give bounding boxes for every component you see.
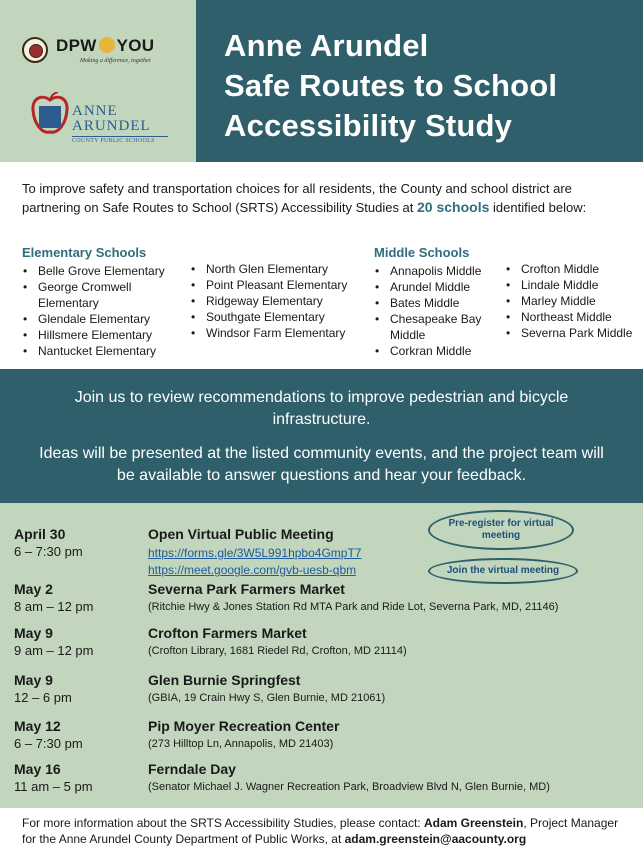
event-location: (Crofton Library, 1681 Riedel Rd, Crofton, MD 21114) [148, 645, 407, 657]
invitation-band [0, 369, 643, 503]
footer-text-before: For more information about the SRTS Accessibility Studies, please contact: [22, 816, 424, 830]
list-item: • Hillsmere Elementary [22, 327, 192, 343]
dpw-logo-left: DPW [56, 36, 97, 55]
list-item: • Nantucket Elementary [22, 343, 192, 359]
ampersand-icon [99, 37, 115, 53]
event-location: (Ritchie Hwy & Jones Station Rd MTA Park and Ride Lot, Severna Park, MD, 21146) [148, 601, 559, 613]
list-item: • Severna Park Middle [505, 325, 635, 341]
invitation-line-1: Join us to review recommendations to improve pedestrian and bicycle infrastructure. [74, 389, 569, 428]
list-item: • Bates Middle [374, 295, 504, 311]
contact-email[interactable]: adam.greenstein@aacounty.org [344, 832, 527, 846]
elementary-list-continued [190, 261, 370, 341]
meet-link[interactable]: https://meet.google.com/gvb-uesb-qbm [148, 563, 357, 577]
event-date: May 9 [14, 672, 53, 688]
event-location: (Senator Michael J. Wagner Recreation Park, Broadview Blvd N, Glen Burnie, MD) [148, 781, 550, 793]
event-date: May 16 [14, 761, 61, 777]
dpw-tagline: Making a difference, together [80, 58, 152, 64]
list-item: • George Cromwell Elementary [22, 279, 192, 311]
event-time: 6 – 7:30 pm [14, 736, 83, 751]
aacps-subtitle: COUNTY PUBLIC SCHOOLS [72, 136, 168, 144]
elementary-list [22, 263, 192, 359]
list-item: • Ridgeway Elementary [190, 293, 370, 309]
page-title-line-3: Accessibility Study [224, 108, 513, 143]
middle-list-col-1 [374, 245, 504, 359]
header [0, 0, 643, 162]
page-title-line-2: Safe Routes to School [224, 68, 558, 103]
aacps-line2: ARUNDEL [72, 118, 151, 134]
event-location: (GBIA, 19 Crain Hwy S, Glen Burnie, MD 21061) [148, 692, 386, 704]
logo-panel [0, 0, 196, 162]
apple-logo-icon [30, 92, 70, 138]
aacps-line1: ANNE [72, 103, 118, 119]
list-item: • Chesapeake Bay Middle [374, 311, 504, 343]
list-item: • North Glen Elementary [190, 261, 370, 277]
event-time: 12 – 6 pm [14, 690, 72, 705]
list-item: • Arundel Middle [374, 279, 504, 295]
dpw-logo-right: YOU [116, 36, 155, 55]
middle-list-col-2 [505, 261, 635, 341]
intro-text-after: identified below: [489, 200, 587, 215]
event-time: 8 am – 12 pm [14, 599, 94, 614]
title-panel [196, 0, 643, 162]
event-date: April 30 [14, 526, 66, 542]
elementary-list-col-2 [190, 261, 370, 341]
event-name: Ferndale Day [148, 761, 236, 777]
list-item: • Southgate Elementary [190, 309, 370, 325]
school-count: 20 schools [417, 199, 490, 215]
list-item: • Corkran Middle [374, 343, 504, 359]
county-seal-icon [22, 37, 48, 63]
event-date: May 12 [14, 718, 61, 734]
list-item: • Northeast Middle [505, 309, 635, 325]
event-time: 9 am – 12 pm [14, 643, 94, 658]
contact-footer [22, 815, 632, 847]
middle-list [374, 263, 504, 359]
list-item: • Crofton Middle [505, 261, 635, 277]
register-link[interactable]: https://forms.gle/3W5L991hpbo4GmpT7 [148, 546, 362, 560]
aacps-wordmark [72, 104, 151, 134]
event-name: Open Virtual Public Meeting [148, 526, 334, 542]
event-date: May 2 [14, 581, 53, 597]
event-name: Pip Moyer Recreation Center [148, 718, 340, 734]
footer-text-middle: , Project Manager for the Anne Arundel County Department of Public Works, at [22, 816, 619, 846]
intro-paragraph [22, 180, 622, 217]
invitation-line-2: Ideas will be presented at the listed community events, and the project team will be available to answer questions and hear your feedback. [39, 445, 604, 484]
event-location: (273 Hilltop Ln, Annapolis, MD 21403) [148, 738, 334, 750]
dpw-and-you-logo [56, 36, 154, 56]
event-date: May 9 [14, 625, 53, 641]
event-time: 6 – 7:30 pm [14, 544, 83, 559]
events-section [0, 503, 643, 808]
join-callout: Join the virtual meeting [428, 558, 578, 584]
register-callout: Pre-register for virtual meeting [428, 510, 574, 550]
list-item: • Windsor Farm Elementary [190, 325, 370, 341]
elementary-heading: Elementary Schools [22, 245, 147, 260]
contact-name: Adam Greenstein [423, 816, 524, 830]
list-item: • Lindale Middle [505, 277, 635, 293]
event-name: Glen Burnie Springfest [148, 672, 301, 688]
list-item: • Belle Grove Elementary [22, 263, 192, 279]
list-item: • Point Pleasant Elementary [190, 277, 370, 293]
intro-text-before: To improve safety and transportation choices for all residents, the County and school district are partnering on Safe Routes to School (SRTS) Accessibility Studies at [22, 181, 572, 215]
event-name: Crofton Farmers Market [148, 625, 307, 641]
middle-heading: Middle Schools [374, 245, 470, 260]
event-time: 11 am – 5 pm [14, 779, 93, 794]
elementary-list-col-1 [22, 245, 192, 359]
list-item: • Glendale Elementary [22, 311, 192, 327]
list-item: • Annapolis Middle [374, 263, 504, 279]
event-name: Severna Park Farmers Market [148, 581, 345, 597]
middle-list-continued [505, 261, 635, 341]
list-item: • Marley Middle [505, 293, 635, 309]
page-title-line-1: Anne Arundel [224, 28, 429, 63]
